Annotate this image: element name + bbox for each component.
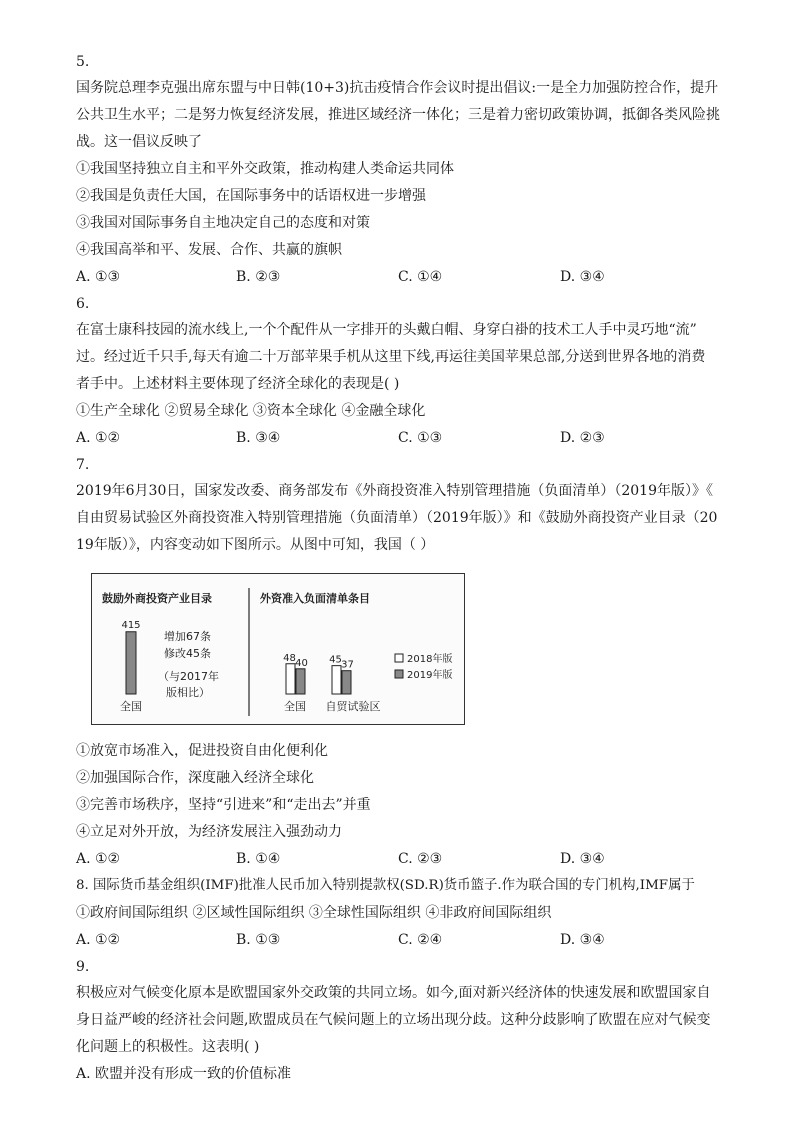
q6-stem-line: 者手中。上述材料主要体现了经济全球化的表现是( )	[76, 376, 400, 392]
q5-stem-line: 战。这一倡议反映了	[76, 134, 202, 150]
data-label: 37	[341, 659, 354, 671]
chart-annotation-line: 版相比）	[166, 686, 210, 699]
q6-option-d: D. ②③	[560, 430, 605, 446]
q9-stem-line: 化问题上的积极性。这表明( )	[76, 1039, 260, 1055]
bar	[126, 632, 136, 694]
q7-option-a: A. ①②	[76, 851, 121, 867]
data-label: 45	[329, 654, 342, 666]
x-tick-label: 全国	[284, 700, 306, 713]
q8-option-d: D. ③④	[560, 932, 605, 948]
q5-option-d: D. ③④	[560, 269, 605, 285]
q5-item: ①我国坚持独立自主和平外交政策，推动构建人类命运共同体	[76, 161, 454, 177]
q9-number: 9.	[76, 959, 90, 975]
q6-option-a: A. ①②	[76, 430, 121, 446]
q7-option-b: B. ①④	[236, 851, 281, 867]
x-tick-label: 全国	[120, 700, 142, 713]
legend-swatch-2019	[395, 670, 403, 678]
q7-chart-svg	[92, 574, 464, 724]
q5-item: ④我国高举和平、发展、合作、共赢的旗帜	[76, 242, 342, 258]
q9-stem-line: 身日益严峻的经济社会问题,欧盟成员在气候问题上的立场出现分歧。这种分歧影响了欧盟在应对气候变	[76, 1012, 711, 1028]
q9-stem-line: 积极应对气候变化原本是欧盟国家外交政策的共同立场。如今,面对新兴经济体的快速发展和欧盟国家自	[76, 985, 711, 1001]
q8-option-c: C. ②④	[398, 932, 443, 948]
bar	[286, 664, 295, 694]
q5-option-c: C. ①④	[398, 269, 443, 285]
q7-stem-line: 自由贸易试验区外商投资准入特别管理措施（负面清单）（2019年版）》和《鼓励外商投资产业目录（20	[76, 510, 718, 526]
data-label: 40	[295, 657, 308, 669]
x-tick-label: 自贸试验区	[325, 700, 381, 713]
q5-item: ③我国对国际事务自主地决定自己的态度和对策	[76, 215, 370, 231]
q5-stem-line: 国务院总理李克强出席东盟与中日韩(10+3)抗击疫情合作会议时提出倡议:一是全力加强防控合作，提升	[76, 80, 719, 96]
q7-number: 7.	[76, 457, 90, 473]
q6-option-c: C. ①③	[398, 430, 443, 446]
chart-annotation-line: 修改45条	[164, 647, 211, 660]
chart-left-title: 鼓励外商投资产业目录	[102, 592, 212, 605]
chart-annotation-line: （与2017年	[158, 670, 219, 683]
bar	[342, 671, 351, 694]
legend-label-2018: 2018年版	[407, 654, 453, 665]
q8-item: ①政府间国际组织 ②区域性国际组织 ③全球性国际组织 ④非政府间国际组织	[76, 905, 552, 921]
bar	[296, 669, 305, 694]
data-label: 48	[283, 652, 296, 664]
q7-item: ④立足对外开放，为经济发展注入强劲动力	[76, 824, 342, 840]
bar	[332, 666, 341, 694]
chart-right-title: 外资准入负面清单条目	[260, 592, 370, 605]
q5-stem-line: 公共卫生水平；二是努力恢复经济发展，推进区域经济一体化；三是着力密切政策协调，抵御各类风险挑	[76, 107, 720, 123]
q7-stem-line: 2019年6月30日，国家发改委、商务部发布《外商投资准入特别管理措施（负面清单）（2019年版）》《	[76, 483, 713, 499]
q5-item: ②我国是负责任大国，在国际事务中的话语权进一步增强	[76, 188, 426, 204]
q8-option-a: A. ①②	[76, 932, 121, 948]
q6-stem-line: 在富士康科技园的流水线上,一个个配件从一字排开的头戴白帽、身穿白褂的技术工人手中灵巧地“流”	[76, 322, 697, 338]
chart-annotation-line: 增加67条	[164, 630, 211, 643]
q5-option-b: B. ②③	[236, 269, 281, 285]
q6-item: ①生产全球化 ②贸易全球化 ③资本全球化 ④金融全球化	[76, 403, 426, 419]
legend-label-2019: 2019年版	[407, 670, 453, 681]
q7-item: ②加强国际合作，深度融入经济全球化	[76, 770, 314, 786]
q6-option-b: B. ③④	[236, 430, 281, 446]
q7-stem-line: 19年版）》，内容变动如下图所示。从图中可知，我国（ ）	[76, 537, 435, 553]
q7-chart-figure	[91, 573, 465, 725]
q8-stem: 8. 国际货币基金组织(IMF)批准人民币加入特别提款权(SD.R)货币篮子.作为联合国的专门机构,IMF属于	[76, 878, 695, 893]
q5-option-a: A. ①③	[76, 269, 121, 285]
q7-option-c: C. ②③	[398, 851, 443, 867]
data-label: 415	[121, 619, 141, 631]
q9-option-a: A. 欧盟并没有形成一致的价值标准	[76, 1066, 292, 1082]
legend-swatch-2018	[395, 654, 403, 662]
q8-option-b: B. ①③	[236, 932, 281, 948]
q6-number: 6.	[76, 296, 90, 312]
q7-option-d: D. ③④	[560, 851, 605, 867]
q7-item: ①放宽市场准入，促进投资自由化便利化	[76, 743, 328, 759]
q6-stem-line: 过。经过近千只手,每天有逾二十万部苹果手机从这里下线,再运往美国苹果总部,分送到世界各地的消费	[76, 349, 706, 365]
q7-item: ③完善市场秩序，坚持“引进来”和“走出去”并重	[76, 797, 371, 813]
q5-number: 5.	[76, 54, 90, 70]
